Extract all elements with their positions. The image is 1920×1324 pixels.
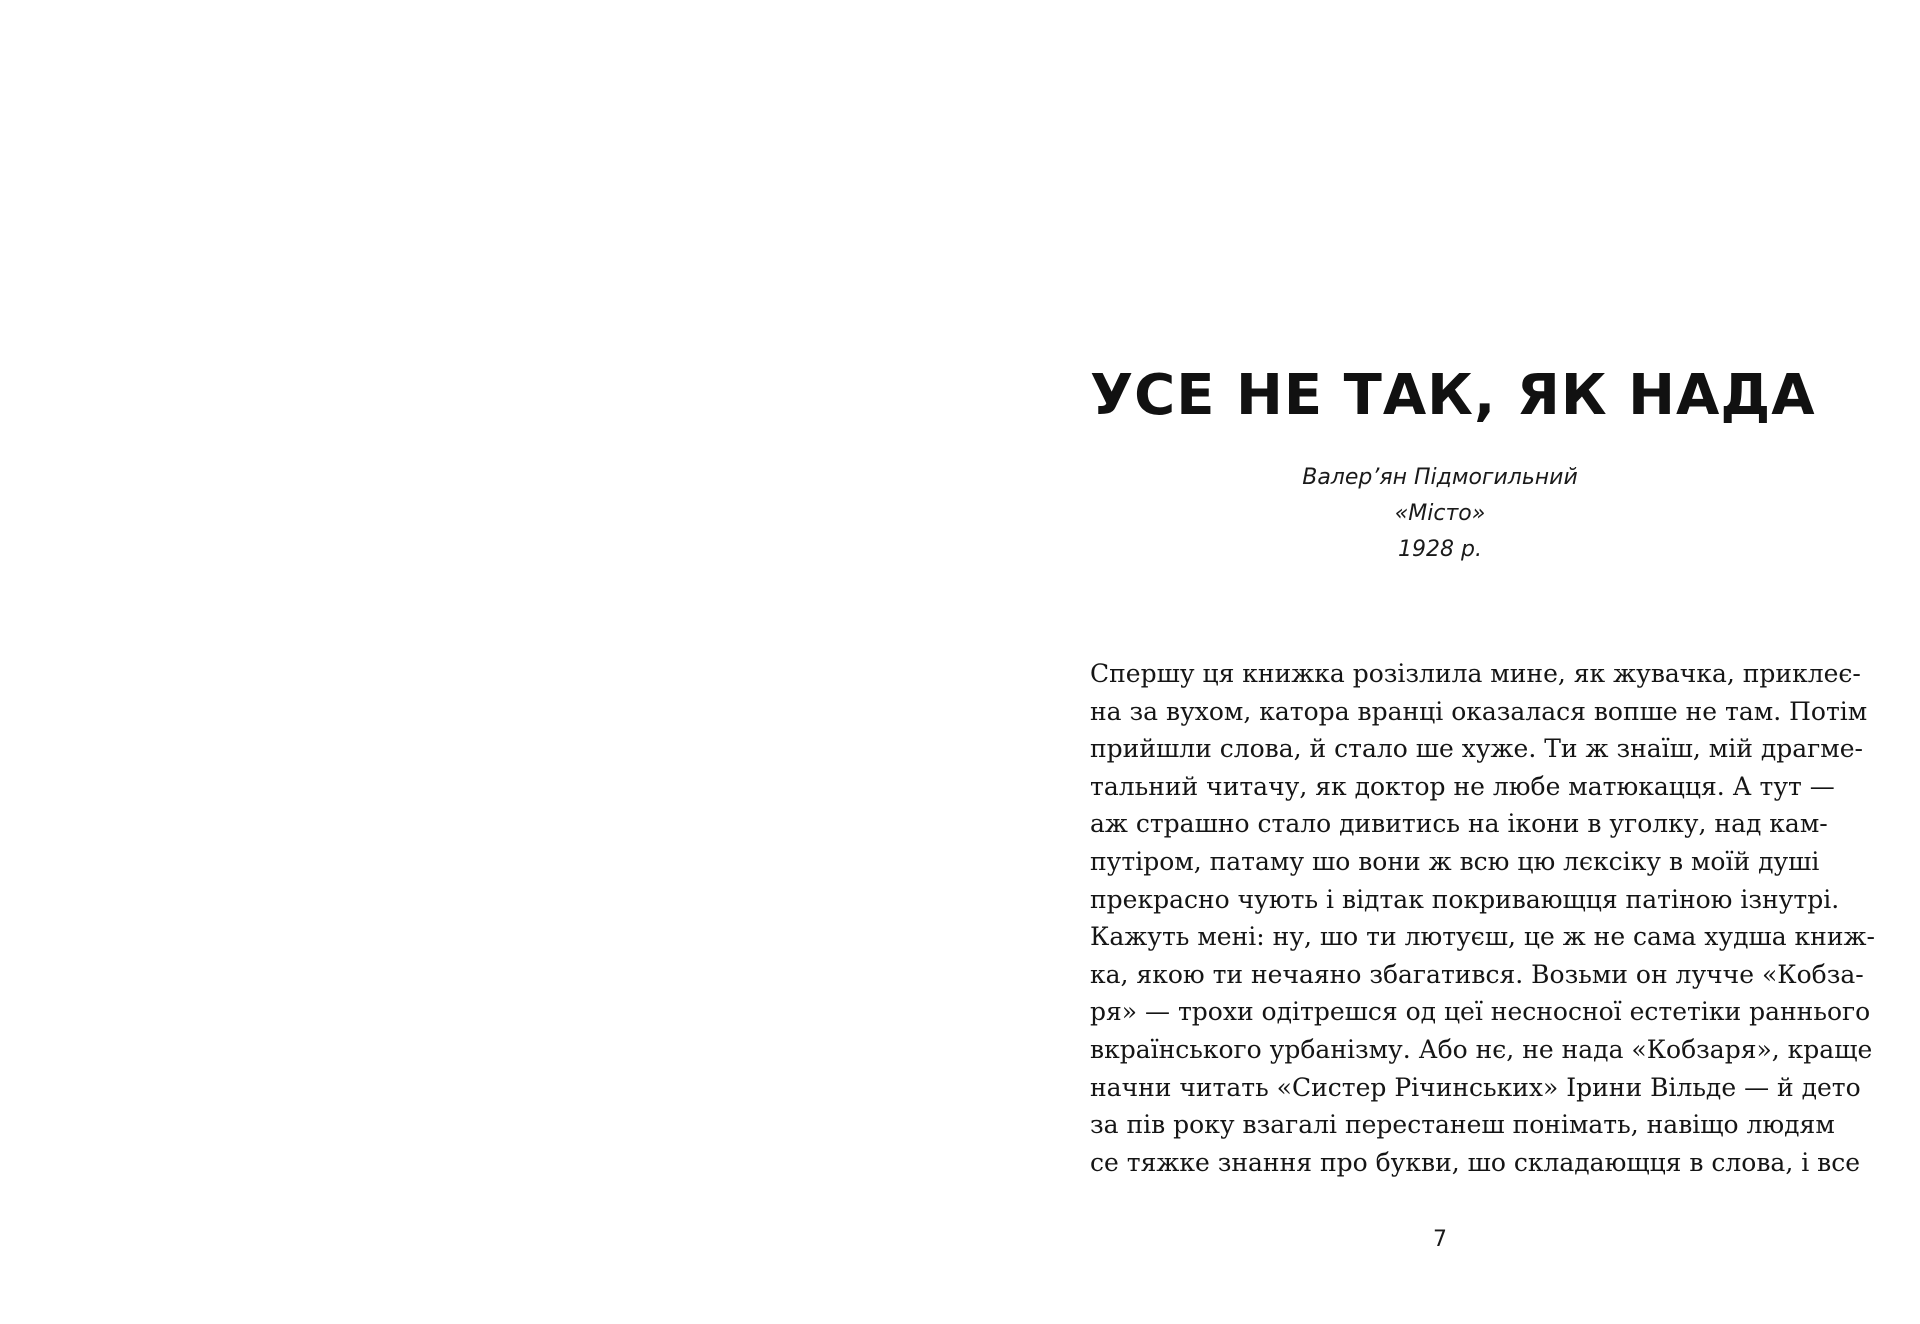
body-line: начни читать «Систер Річинських» Ірини Вільде — й дето <box>1090 1072 1861 1102</box>
body-line: прийшли слова, й стало ше хуже. Ти ж знаїш, мій драгме- <box>1090 734 1863 764</box>
body-line: Кажуть мені: ну, шо ти лютуєш, це ж не сама худша книж- <box>1090 922 1875 952</box>
epigraph-year: 1928 р. <box>1398 537 1482 562</box>
body-line: ка, якою ти нечаяно збагатився. Возьми он лучче «Кобза- <box>1090 959 1864 989</box>
body-line: Спершу ця книжка розізлила мине, як жувачка, приклеє- <box>1090 659 1861 688</box>
epigraph-work: «Місто» <box>1394 501 1486 526</box>
epigraph-author: Валер’ян Підмогильний <box>1302 465 1578 490</box>
body-line: аж страшно стало дивитись на ікони в уголку, над кам- <box>1090 809 1828 839</box>
body-line: прекрасно чують і відтак покривающця патіною ізнутрі. <box>1090 884 1840 914</box>
epigraph <box>1090 460 1790 568</box>
body-line: путіром, патаму шо вони ж всю цю лєксіку в моїй душі <box>1090 846 1820 876</box>
body-line: се тяжке знання про букви, шо складающця в слова, і все <box>1090 1147 1861 1177</box>
body-line: на за вухом, катора вранці оказалася вопше не там. Потім <box>1090 696 1868 726</box>
body-line: за пів року взагалі перестанеш понімать, навіщо людям <box>1090 1110 1835 1140</box>
body-text <box>1090 655 1875 1181</box>
body-line: тальний читачу, як доктор не любе матюкацця. А тут — <box>1090 771 1835 801</box>
body-line: ря» — трохи одітрешся од цеї несносної естетіки раннього <box>1090 997 1871 1027</box>
page-number: 7 <box>1433 1227 1447 1252</box>
chapter-title: УСЕ НЕ ТАК, ЯК НАДА <box>1090 363 1816 428</box>
body-line: вкраїнського урбанізму. Або нє, не нада «Кобзаря», краще <box>1090 1034 1873 1064</box>
